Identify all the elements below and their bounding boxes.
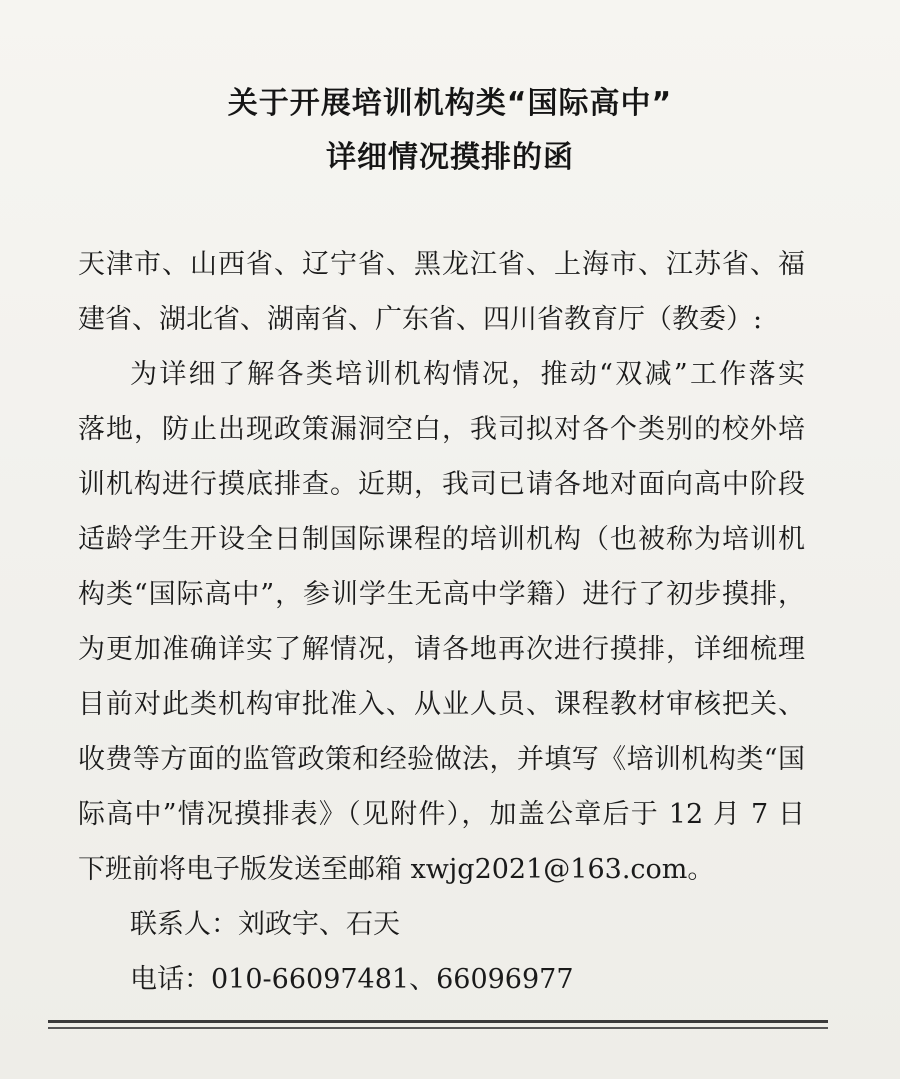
document-title-line-1: 关于开展培训机构类“国际高中”: [227, 86, 673, 121]
body-line-10: 下班前将电子版发送至邮箱 xwjg2021@163.com。: [78, 854, 715, 885]
footer-rule-thick: [48, 1020, 828, 1023]
body-line-4: 适龄学生开设全日制国际课程的培训机构（也被称为培训机: [78, 524, 805, 555]
recipients-line-1: 天津市、山西省、辽宁省、黑龙江省、上海市、江苏省、福: [78, 249, 805, 280]
contact-phone: 电话：010-66097481、66096977: [130, 964, 574, 995]
document-title-line-2: 详细情况摸排的函: [326, 140, 574, 175]
body-line-8: 收费等方面的监管政策和经验做法，并填写《培训机构类“国: [78, 744, 805, 775]
body-line-6: 为更加准确详实了解情况，请各地再次进行摸排，详细梳理: [78, 634, 805, 665]
body-line-5: 构类“国际高中”，参训学生无高中学籍）进行了初步摸排，: [78, 579, 805, 610]
body-line-1: 为详细了解各类培训机构情况，推动“双减”工作落实: [130, 359, 805, 390]
recipients-line-2: 建省、湖北省、湖南省、广东省、四川省教育厅（教委）:: [78, 304, 763, 335]
body-line-2: 落地，防止出现政策漏洞空白，我司拟对各个类别的校外培: [78, 414, 805, 445]
body-line-3: 训机构进行摸底排查。近期，我司已请各地对面向高中阶段: [78, 469, 805, 500]
body-line-7: 目前对此类机构审批准入、从业人员、课程教材审核把关、: [78, 689, 805, 720]
body-line-9: 际高中”情况摸排表》（见附件），加盖公章后于 12 月 7 日: [78, 799, 805, 830]
contact-person: 联系人：刘政宇、石天: [130, 909, 400, 940]
footer-rule-thin: [48, 1027, 828, 1029]
